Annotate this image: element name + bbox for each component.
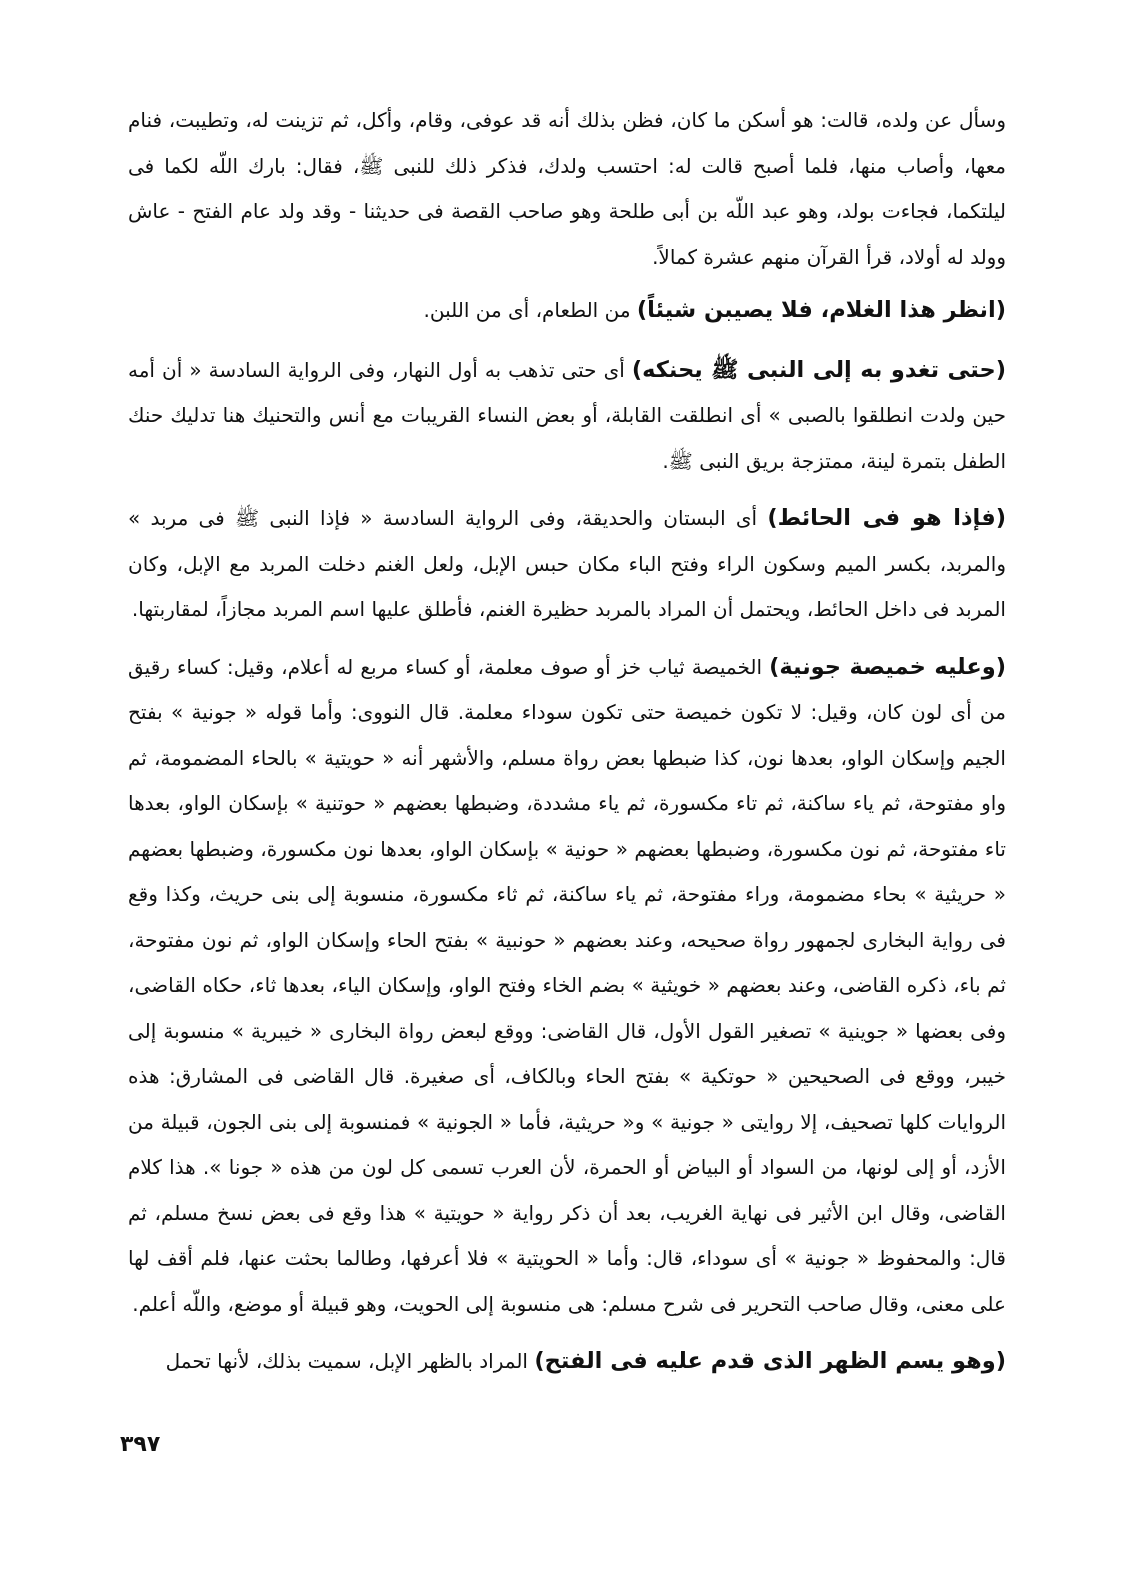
page-number: ٣٩٧ bbox=[120, 1432, 161, 1457]
paragraph-4-lemma: (فإذا هو فى الحائط) bbox=[767, 505, 1006, 531]
paragraph-1-text: وسأل عن ولده، قالت: هو أسكن ما كان، فظن بذلك أنه قد عوفى، وقام، وأكل، ثم تزينت له، وتطيبت، فنام معها، وأصاب منها، فلما أصبح قالت له: احتسب ولدك، فذكر ذلك للنبى ﷺ، فقال: بارك اللّه لكما فى ليلتكما، فجاءت بولد، وهو عبد اللّه بن أبى طلحة وهو صاحب القصة فى حديثنا - وقد ولد عام الفتح - عاش وولد له أولاد، قرأ القرآن منهم عشرة كمالاً. bbox=[128, 108, 1006, 269]
paragraph-3-text: أى حتى تذهب به أول النهار، وفى الرواية السادسة « أن أمه حين ولدت انطلقوا بالصبى » أى انطلقت القابلة، أو بعض النساء القريبات مع أنس والتحنيك هنا تدليك حنك الطفل بتمرة لينة، ممتزجة بريق النبى ﷺ. bbox=[128, 357, 1006, 473]
paragraph-6-lemma: (وهو يسم الظهر الذى قدم عليه فى الفتح) bbox=[534, 1348, 1006, 1374]
paragraph-5-text: الخميصة ثياب خز أو صوف معلمة، أو كساء مربع له أعلام، وقيل: كساء رقيق من أى لون كان، وقيل: لا تكون خميصة حتى تكون سوداء معلمة. قال النووى: وأما قوله « جونية » بفتح الجيم وإسكان الواو، بعدها نون، كذا ضبطها بعض رواة مسلم، والأشهر أنه « حويتية » بالحاء المضمومة، ثم واو مفتوحة، ثم ياء ساكنة، ثم تاء مكسورة، ثم ياء مشددة، وضبطها بعضهم « حوتنية » بإسكان الواو، بعدها تاء مفتوحة، ثم نون مكسورة، وضبطها بعضهم « حونية » بإسكان الواو، بعدها نون مكسورة، وضبطها بعضهم « حريثية » بحاء مضمومة، وراء مفتوحة، ثم ياء ساكنة، ثم ثاء مكسورة، منسوبة إلى بنى حريث، وكذا وقع فى رواية البخارى لجمهور رواة صحيحه، وعند بعضهم « حونبية » بفتح الحاء وإسكان الواو، ثم نون مفتوحة، ثم باء، ذكره القاضى، وعند بعضهم « خويثية » بضم الخاء وفتح الواو، وإسكان الياء، بعدها ثاء، حكاه القاضى، وفى بعضها « جوينية » تصغير القول الأول، قال القاضى: ووقع لبعض رواة البخارى « خيبرية » منسوبة إلى خيبر، ووقع فى الصحيحين « حوتكية » بفتح الحاء وبالكاف، أى صغيرة. قال القاضى فى المشارق: هذه الروايات كلها تصحيف، إلا روايتى « جونية » و« حريثية، فأما « الجونية » فمنسوبة إلى بنى الجون، قبيلة من الأزد، أو إلى لونها، من السواد أو البياض أو الحمرة، لأن العرب تسمى كل لون من هذه « جونا ». هذا كلام القاضى، وقال ابن الأثير فى نهاية الغريب، بعد أن ذكر رواية « حويتية » هذا وقع فى بعض نسخ مسلم، ثم قال: والمحفوظ « جونية » أى سوداء، قال: وأما « الحويتية » فلا أعرفها، وطالما بحثت عنها، فلم أقف لها على معنى، وقال صاحب التحرير فى شرح مسلم: هى منسوبة إلى الحويت، وهو قبيلة أو موضع، واللّه أعلم. bbox=[128, 654, 1006, 1316]
paragraph-2 bbox=[128, 288, 1006, 334]
paragraph-1 bbox=[128, 98, 1006, 280]
paragraph-2-text: من الطعام، أى من اللبن. bbox=[423, 298, 637, 322]
paragraph-5 bbox=[128, 645, 1006, 1328]
paragraph-3 bbox=[128, 348, 1006, 485]
paragraph-4 bbox=[128, 496, 1006, 633]
paragraph-6-text: المراد بالظهر الإبل، سميت بذلك، لأنها تحمل bbox=[165, 1349, 535, 1373]
page-body bbox=[128, 98, 1006, 1385]
paragraph-5-lemma: (وعليه خميصة جونية) bbox=[769, 653, 1006, 680]
paragraph-4-text: أى البستان والحديقة، وفى الرواية السادسة « فإذا النبى ﷺ فى مربد » والمربد، بكسر الميم وسكون الراء وفتح الباء مكان حبس الإبل، ولعل الغنم دخلت المربد مع الإبل، وكان المربد فى داخل الحائط، ويحتمل أن المراد بالمربد حظيرة الغنم، فأطلق عليها اسم المربد مجازاً، لمقاربتها. bbox=[128, 506, 1006, 621]
paragraph-3-lemma: (حتى تغدو به إلى النبى ﷺ يحنكه) bbox=[631, 356, 1006, 383]
paragraph-6 bbox=[128, 1339, 1006, 1385]
paragraph-2-lemma: (انظر هذا الغلام، فلا يصيبن شيئاً) bbox=[636, 297, 1006, 323]
